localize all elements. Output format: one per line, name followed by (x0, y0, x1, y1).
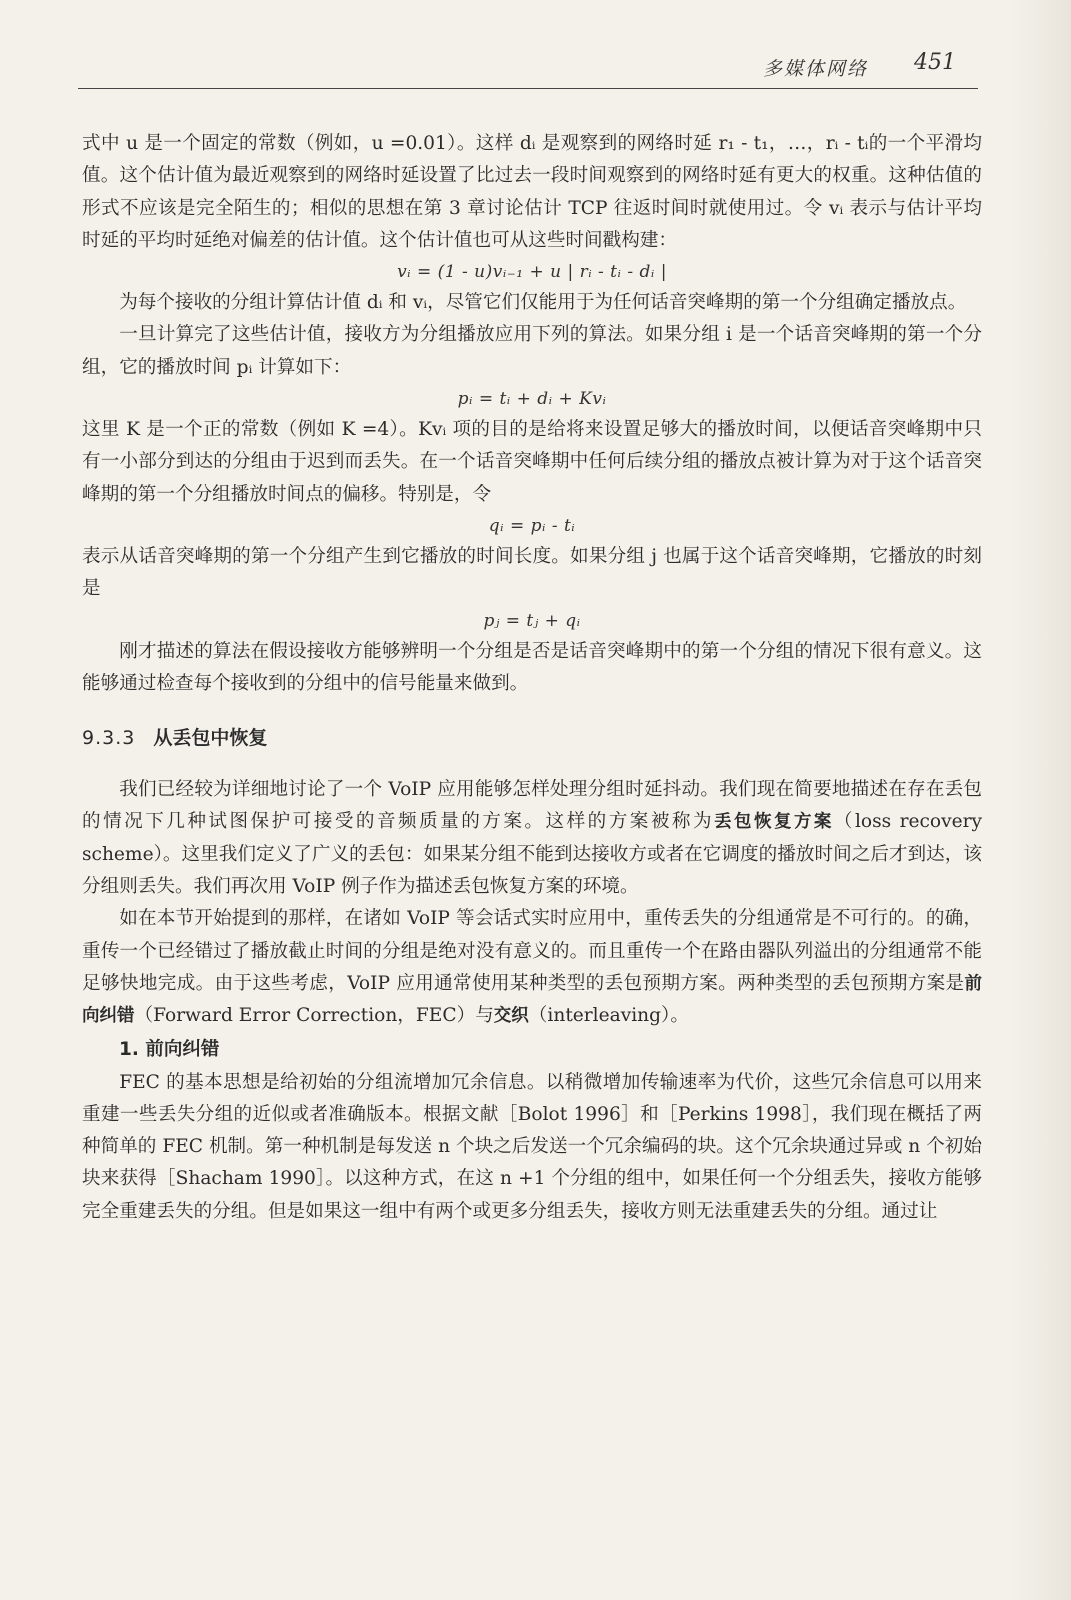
text-run: 我们已经较为详细地讨论了一个 VoIP 应用能够怎样处理分组时延抖动。我们现在简要地描述在存在丢包的情况下几种试图保护可接受的音频质量的方案。这样的方案被称为 (82, 779, 982, 833)
paragraph: 一旦计算完了这些估计值，接收方为分组播放应用下列的算法。如果分组 i 是一个话音突峰期的第一个分组，它的播放时间 pᵢ 计算如下： (82, 324, 982, 378)
formula-subsequent-playout: pⱼ = tⱼ + qᵢ (483, 610, 581, 631)
text-run: （loss recovery scheme）。这里我们定义了广义的丢包：如果某分组不能到达接收方或者在它调度的播放时间之后才到达，该分组则丢失。我们再次用 VoIP 例子作为描述丢包恢复方案的环境。 (82, 811, 983, 898)
chapter-title: 多媒体网络 (762, 58, 868, 80)
paragraph (82, 903, 982, 1032)
page-number: 451 (914, 50, 956, 75)
paragraph: 式中 u 是一个固定的常数（例如，u =0.01）。这样 dᵢ 是观察到的网络时延 r₁ - t₁，…，rᵢ - tᵢ的一个平滑均值。这个估计值为最近观察到的网络时延设置了比过去一段时间观察到的网络时延有更大的权重。这种估值的形式不应该是完全陌生的；相似的思想在第 3 章讨论估计 TCP 往返时间时就使用过。令 vᵢ 表示与估计平均时延的平均时延绝对偏差的估计值。这个估计值也可从这些时间戳构建： (82, 133, 982, 251)
section-number: 9.3.3 (82, 727, 136, 750)
section-title: 从丢包中恢复 (153, 727, 268, 750)
paragraph: 表示从话音突峰期的第一个分组产生到它播放的时间长度。如果分组 j 也属于这个话音突峰期，它播放的时刻是 (82, 545, 982, 600)
text-run: （interleaving）。 (528, 1005, 689, 1027)
paragraph: 这里 K 是一个正的常数（例如 K =4）。Kvᵢ 项的目的是给将来设置足够大的播放时间，以便话音突峰期中只有一小部分到达的分组由于迟到而丢失。在一个话音突峰期中任何后续分组的播放点被计算为对于这个话音突峰期的第一个分组播放时间点的偏移。特别是，令 (82, 419, 982, 505)
formula-deviation: vᵢ = (1 - u)vᵢ₋₁ + u | rᵢ - tᵢ - dᵢ | (397, 262, 667, 283)
bold-term: 交织 (493, 1006, 529, 1027)
page-body (82, 128, 982, 1228)
section-heading (82, 722, 982, 754)
bold-term: 前向纠错 (82, 973, 982, 1027)
formula-offset: qᵢ = pᵢ - tᵢ (488, 515, 576, 536)
formula-playout-time: pᵢ = tᵢ + dᵢ + Kvᵢ (457, 389, 607, 410)
subsection-heading: 1. 前向纠错 (119, 1038, 220, 1060)
running-header (78, 46, 978, 89)
paragraph: 为每个接收的分组计算估计值 dᵢ 和 vᵢ，尽管它们仅能用于为任何话音突峰期的第一个分组确定播放点。 (119, 292, 967, 314)
paragraph: FEC 的基本思想是给初始的分组流增加冗余信息。以稍微增加传输速率为代价，这些冗余信息可以用来重建一些丢失分组的近似或者准确版本。根据文献［Bolot 1996］和［Perkins 1998］，我们现在概括了两种简单的 FEC 机制。第一种机制是每发送 n 个块之后发送一个冗余编码的块。这个冗余块通过异或 n 个初始块来获得［Shacham 1990］。以这种方式，在这 n +1 个分组的组中，如果任何一个分组丢失，接收方能够完全重建丢失的分组。但是如果这一组中有两个或更多分组丢失，接收方则无法重建丢失的分组。通过让 (82, 1071, 982, 1222)
page-edge-shadow (1011, 0, 1071, 1600)
text-run: （Forward Error Correction，FEC）与 (134, 1005, 494, 1027)
bold-term: 丢包恢复方案 (714, 812, 834, 833)
text-run: 如在本节开始提到的那样，在诸如 VoIP 等会话式实时应用中，重传丢失的分组通常是不可行的。的确，重传一个已经错过了播放截止时间的分组是绝对没有意义的。而且重传一个在路由器队列溢出的分组通常不能足够快地完成。由于这些考虑，VoIP 应用通常使用某种类型的丢包预期方案。两种类型的丢包预期方案是 (82, 908, 982, 994)
paragraph (82, 774, 982, 903)
paragraph: 刚才描述的算法在假设接收方能够辨明一个分组是否是话音突峰期中的第一个分组的情况下很有意义。这能够通过检查每个接收到的分组中的信号能量来做到。 (82, 640, 982, 694)
